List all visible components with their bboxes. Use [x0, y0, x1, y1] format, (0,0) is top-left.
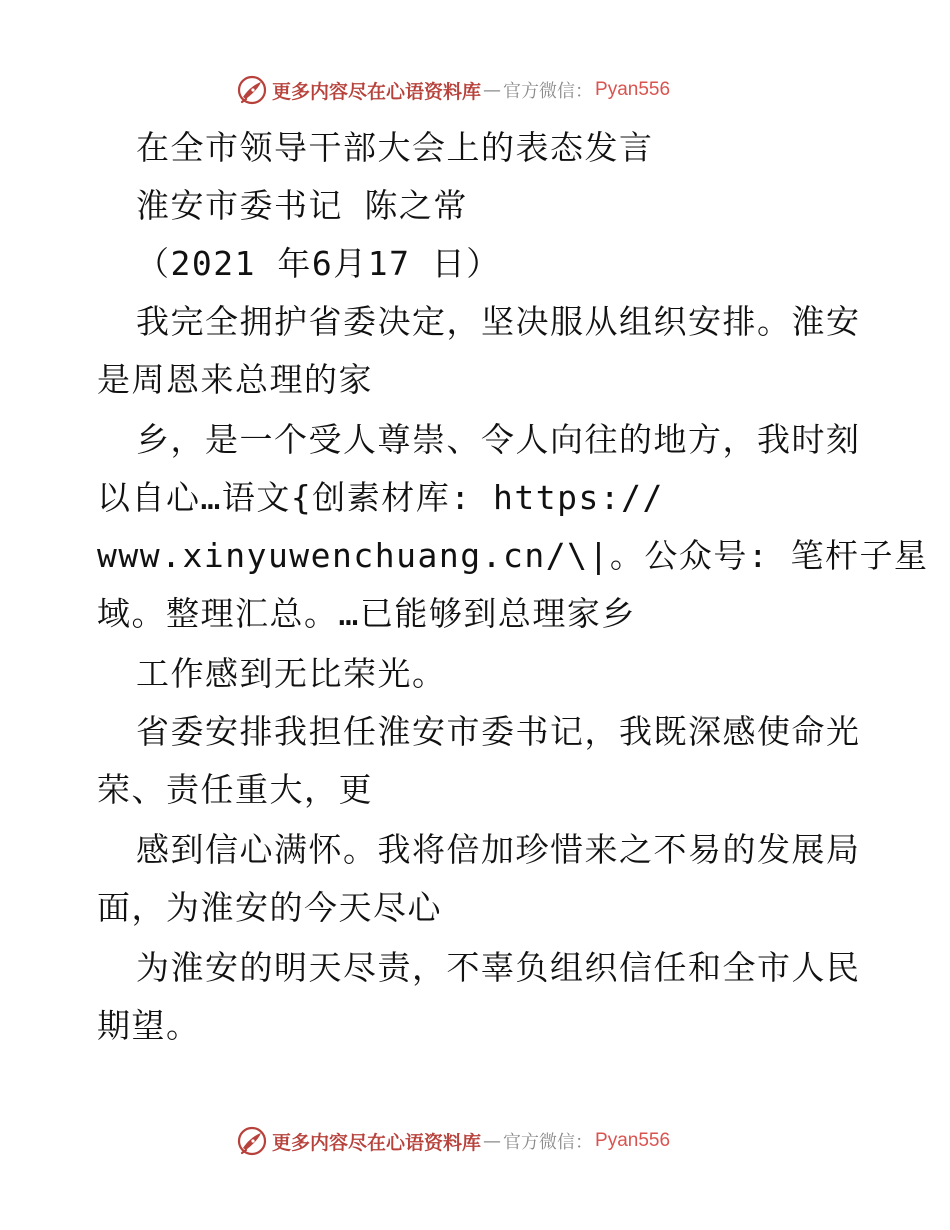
paragraph-line: www.xinyuwenchuang.cn/\|。公众号: 笔杆子星 — [97, 536, 929, 575]
date-line: （2021 年6月17 日） — [136, 244, 501, 283]
document-title: 在全市领导干部大会上的表态发言 — [136, 128, 654, 167]
paragraph-line: 为淮安的明天尽责，不辜负组织信任和全市人民 — [136, 948, 861, 987]
paragraph-line: 面，为淮安的今天尽心 — [97, 888, 442, 927]
paragraph-line: 省委安排我担任淮安市委书记，我既深感使命光 — [136, 712, 861, 751]
paragraph-line: 我完全拥护省委决定，坚决服从组织安排。淮安 — [136, 302, 861, 341]
banner-dash: — — [483, 79, 502, 101]
banner-title: 更多内容尽在心语资料库 — [272, 1131, 482, 1154]
banner-content — [236, 1121, 670, 1161]
banner-wechat-id: Pyan556 — [595, 79, 671, 100]
paragraph-line: 期望。 — [97, 1006, 201, 1045]
paragraph-line: 以自心…语文{创素材库: https:// — [97, 478, 664, 517]
paragraph-line: 感到信心满怀。我将倍加珍惜来之不易的发展局 — [136, 830, 861, 869]
footer-banner — [0, 1121, 950, 1161]
banner-wechat-label: 官方微信： — [503, 81, 594, 102]
paragraph-line: 荣、责任重大，更 — [97, 770, 373, 809]
banner-dash: — — [483, 1130, 502, 1152]
paragraph-line: 是周恩来总理的家 — [97, 360, 373, 399]
paragraph-line: 乡，是一个受人尊崇、令人向往的地方，我时刻 — [136, 420, 861, 459]
author-line: 淮安市委书记 陈之常 — [136, 186, 468, 225]
banner-wechat-id: Pyan556 — [595, 1130, 671, 1151]
pen-nib-logo-icon — [236, 1125, 268, 1157]
banner-wechat-label: 官方微信： — [503, 1132, 594, 1153]
paragraph-line: 域。整理汇总。…已能够到总理家乡 — [97, 594, 636, 633]
banner-title: 更多内容尽在心语资料库 — [272, 80, 482, 103]
paragraph-line: 工作感到无比荣光。 — [136, 654, 447, 693]
